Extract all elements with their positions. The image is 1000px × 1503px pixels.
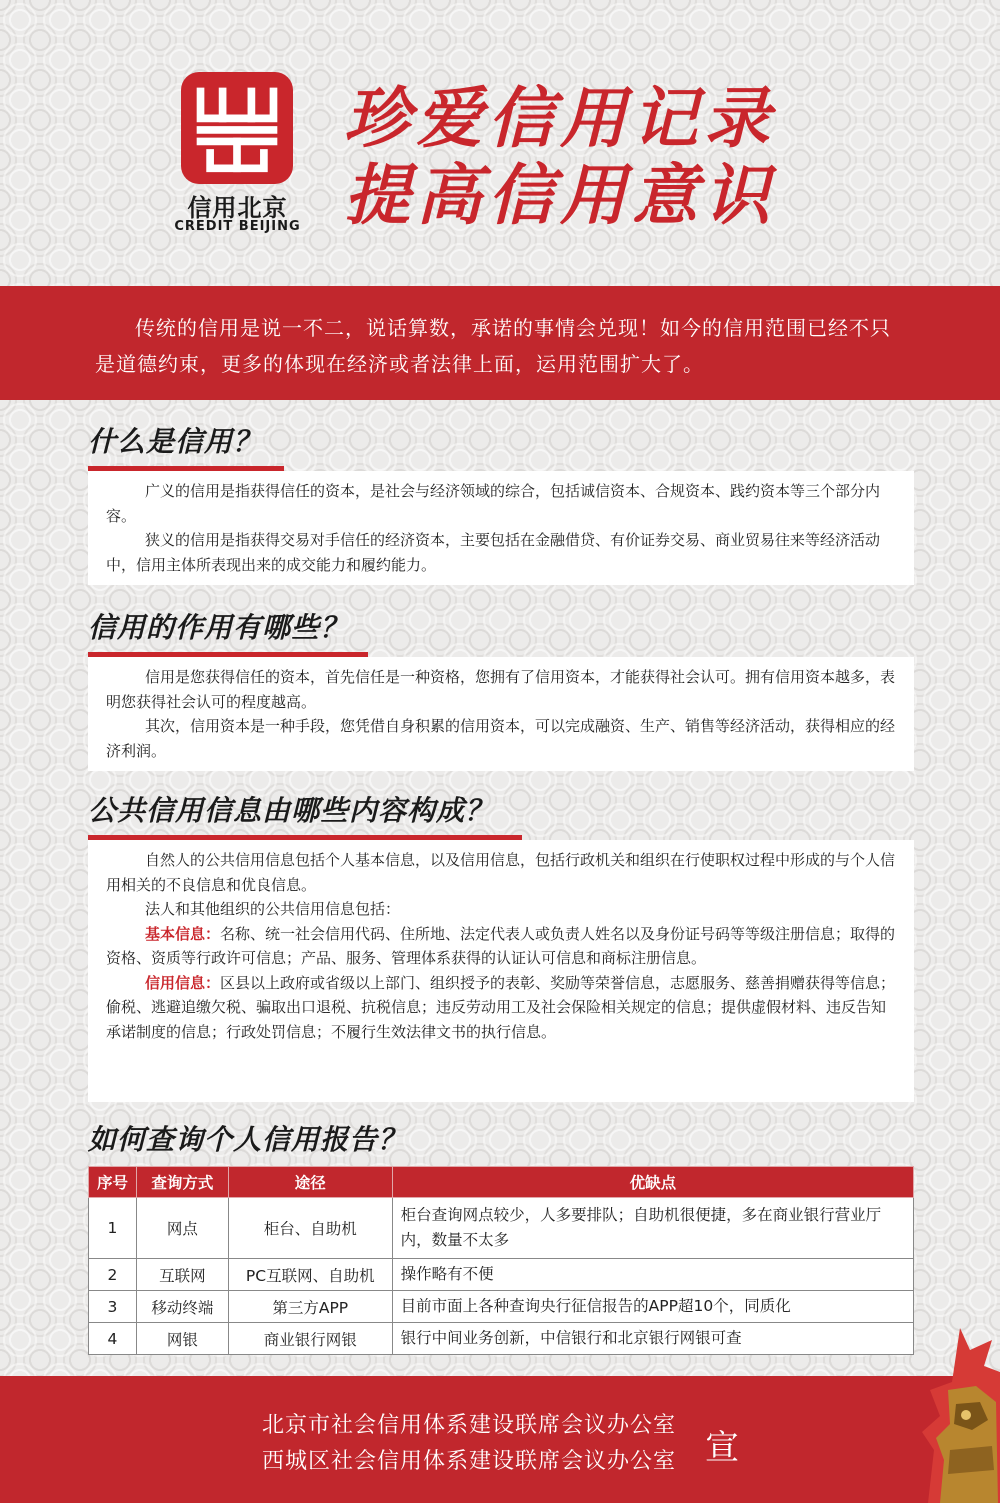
header-method: 查询方式 bbox=[136, 1167, 228, 1198]
paragraph: 广义的信用是指获得信任的资本，是社会与经济领域的综合，包括诚信资本、合规资本、践约资本等三个部分内容。 bbox=[106, 482, 881, 525]
credit-info-label: 信用信息： bbox=[145, 973, 221, 992]
credit-info-paragraph bbox=[106, 971, 896, 1045]
header-pros-cons: 优缺点 bbox=[392, 1167, 913, 1198]
section-box-what-is-credit bbox=[88, 471, 914, 585]
paragraph: 法人和其他组织的公共信用信息包括： bbox=[145, 900, 401, 918]
cell-pros-cons: 银行中间业务创新，中信银行和北京银行网银可查 bbox=[392, 1323, 913, 1355]
header-index: 序号 bbox=[89, 1167, 137, 1198]
paragraph: 自然人的公共信用信息包括个人基本信息，以及信用信息，包括行政机关和组织在行使职权过程中形成的与个人信用相关的不良信息和优良信息。 bbox=[106, 851, 896, 894]
section-box-public-credit-info bbox=[88, 840, 914, 1102]
cell-method: 网银 bbox=[136, 1323, 228, 1355]
basic-info-text: 名称、统一社会信用代码、住所地、法定代表人或负责人姓名以及身份证号码等等级注册信息；取得的资格、资质等行政许可信息；产品、服务、管理体系获得的认证认可信息和商标注册信息。 bbox=[106, 924, 896, 967]
paragraph: 信用是您获得信任的资本，首先信任是一种资格，您拥有了信用资本，才能获得社会认可。拥有信用资本越多，表明您获得社会认可的程度越高。 bbox=[106, 668, 896, 711]
cell-pros-cons: 目前市面上各种查询央行征信报告的APP超10个，同质化 bbox=[392, 1291, 913, 1323]
cell-pros-cons: 柜台查询网点较少，人多要排队；自助机很便捷，多在商业银行营业厅内，数量不太多 bbox=[392, 1198, 913, 1259]
credit-info-text: 区县以上政府或省级以上部门、组织授予的表彰、奖励等荣誉信息，志愿服务、慈善捐赠获得等信息；偷税、逃避追缴欠税、骗取出口退税、抗税信息；违反劳动用工及社会保险相关规定的信息；提供虚假材料、违反告知承诺制度的信息；行政处罚信息；不履行生效法律文书的执行信息。 bbox=[106, 973, 896, 1041]
header-channel: 途径 bbox=[228, 1167, 392, 1198]
credit-seal-icon bbox=[189, 80, 285, 176]
cell-index: 3 bbox=[89, 1291, 137, 1323]
table-header-row bbox=[89, 1167, 914, 1198]
cell-channel: 第三方APP bbox=[228, 1291, 392, 1323]
footer-band bbox=[0, 1376, 1000, 1503]
cell-method: 网点 bbox=[136, 1198, 228, 1259]
intro-text: 传统的信用是说一不二，说话算数，承诺的事情会兑现！如今的信用范围已经不只是道德约束，更多的体现在经济或者法律上面，运用范围扩大了。 bbox=[95, 316, 891, 376]
cell-channel: PC互联网、自助机 bbox=[228, 1259, 392, 1291]
logo-chinese-text: 信用北京 bbox=[187, 194, 288, 222]
cell-pros-cons: 操作略有不便 bbox=[392, 1259, 913, 1291]
cell-index: 2 bbox=[89, 1259, 137, 1291]
query-methods-table bbox=[88, 1166, 914, 1355]
paragraph: 狭义的信用是指获得交易对手信任的经济资本，主要包括在金融借贷、有价证券交易、商业贸易往来等经济活动中，信用主体所表现出来的成交能力和履约能力。 bbox=[106, 531, 881, 574]
footer-publicity-mark: 宣 bbox=[705, 1428, 739, 1468]
section-title-public-credit-info: 公共信用信息由哪些内容构成？ bbox=[88, 794, 495, 827]
basic-info-paragraph bbox=[106, 922, 896, 971]
cell-method: 移动终端 bbox=[136, 1291, 228, 1323]
cell-index: 1 bbox=[89, 1198, 137, 1259]
section-title-what-is-credit: 什么是信用？ bbox=[88, 425, 263, 458]
table-row bbox=[89, 1198, 914, 1259]
paragraph: 其次，信用资本是一种手段，您凭借自身积累的信用资本，可以完成融资、生产、销售等经济活动，获得相应的经济利润。 bbox=[106, 717, 896, 760]
basic-info-label: 基本信息： bbox=[145, 924, 221, 943]
table-row bbox=[89, 1323, 914, 1355]
credit-beijing-logo bbox=[181, 72, 293, 184]
section-box-credit-functions bbox=[88, 657, 914, 771]
cell-index: 4 bbox=[89, 1323, 137, 1355]
table-row bbox=[89, 1259, 914, 1291]
footer-org-beijing: 北京市社会信用体系建设联席会议办公室 bbox=[262, 1413, 677, 1438]
slogan-line-2: 提高信用意识 bbox=[344, 157, 776, 234]
intro-band bbox=[0, 286, 1000, 400]
cell-method: 互联网 bbox=[136, 1259, 228, 1291]
table-row bbox=[89, 1291, 914, 1323]
bronze-statue-icon bbox=[900, 1320, 1000, 1503]
cell-channel: 商业银行网银 bbox=[228, 1323, 392, 1355]
logo-english-text: CREDIT BEIJING bbox=[174, 219, 301, 234]
footer-org-xicheng: 西城区社会信用体系建设联席会议办公室 bbox=[262, 1449, 677, 1474]
section-title-credit-functions: 信用的作用有哪些？ bbox=[88, 611, 350, 644]
slogan-line-1: 珍爱信用记录 bbox=[344, 80, 776, 157]
cell-channel: 柜台、自助机 bbox=[228, 1198, 392, 1259]
section-title-query-report: 如何查询个人信用报告？ bbox=[88, 1123, 408, 1156]
